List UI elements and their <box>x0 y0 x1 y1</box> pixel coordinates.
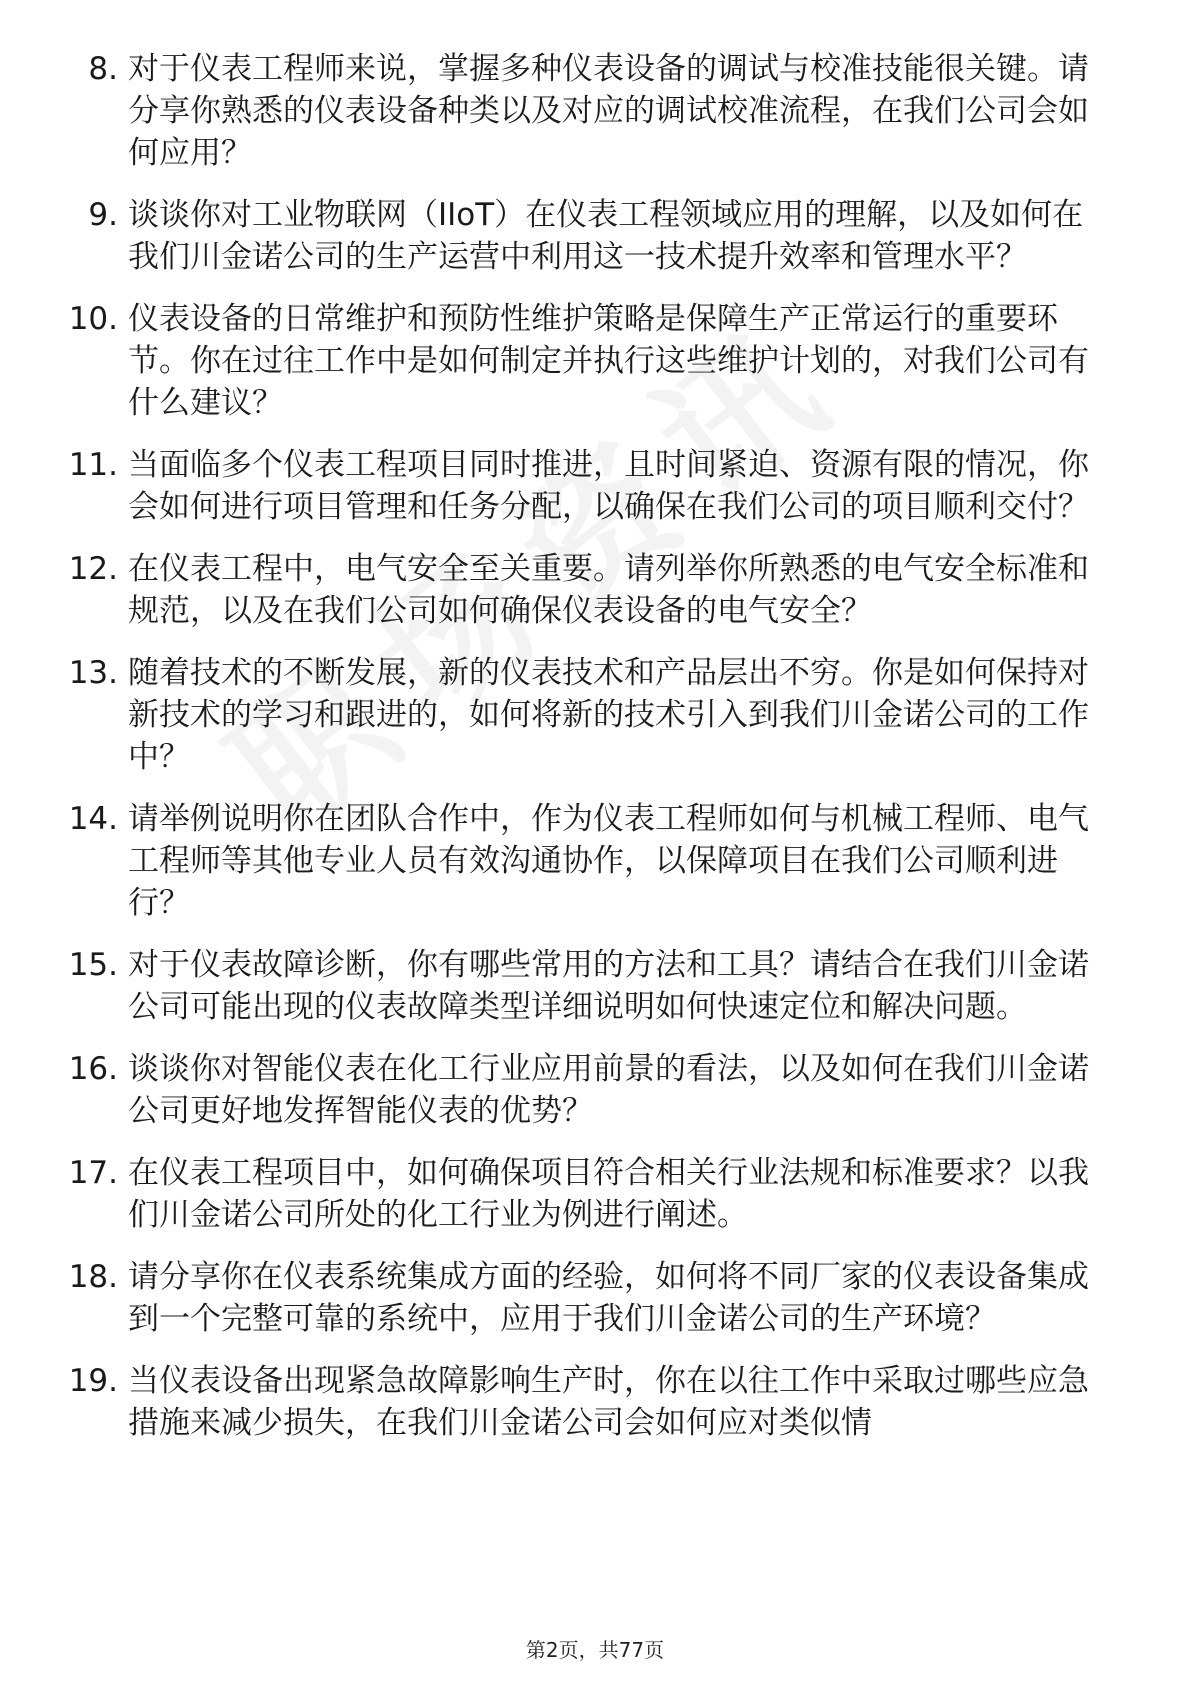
question-list <box>60 48 1110 1464</box>
question-number: 16. <box>68 1051 118 1087</box>
question-number: 10. <box>68 301 118 337</box>
question-text: 在仪表工程项目中，如何确保项目符合相关行业法规和标准要求？以我们川金诺公司所处的化工行业为例进行阐述。 <box>128 1155 1089 1233</box>
question-number: 18. <box>68 1259 118 1295</box>
question-number: 19. <box>68 1363 118 1399</box>
question-number: 15. <box>68 947 118 983</box>
question-number: 11. <box>68 447 118 483</box>
question-number: 14. <box>68 801 118 837</box>
question-text: 仪表设备的日常维护和预防性维护策略是保障生产正常运行的重要环节。你在过往工作中是如何制定并执行这些维护计划的，对我们公司有什么建议？ <box>128 301 1089 421</box>
question-text: 当面临多个仪表工程项目同时推进，且时间紧迫、资源有限的情况，你会如何进行项目管理和任务分配，以确保在我们公司的项目顺利交付？ <box>128 447 1089 525</box>
question-item <box>60 548 1110 632</box>
question-number: 9. <box>88 197 118 233</box>
question-text: 当仪表设备出现紧急故障影响生产时，你在以往工作中采取过哪些应急措施来减少损失，在我们川金诺公司会如何应对类似情 <box>128 1363 1089 1441</box>
question-text: 对于仪表工程师来说，掌握多种仪表设备的调试与校准技能很关键。请分享你熟悉的仪表设备种类以及对应的调试校准流程，在我们公司会如何应用？ <box>128 51 1089 171</box>
question-item <box>60 1152 1110 1236</box>
question-item <box>60 298 1110 424</box>
question-number: 17. <box>68 1155 118 1191</box>
question-item <box>60 1048 1110 1132</box>
question-item <box>60 1256 1110 1340</box>
question-item <box>60 652 1110 778</box>
question-item <box>60 194 1110 278</box>
question-text: 随着技术的不断发展，新的仪表技术和产品层出不穷。你是如何保持对新技术的学习和跟进的，如何将新的技术引入到我们川金诺公司的工作中？ <box>128 655 1089 775</box>
question-text: 谈谈你对工业物联网（IIoT）在仪表工程领域应用的理解，以及如何在我们川金诺公司的生产运营中利用这一技术提升效率和管理水平？ <box>128 197 1084 275</box>
question-text: 对于仪表故障诊断，你有哪些常用的方法和工具？请结合在我们川金诺公司可能出现的仪表故障类型详细说明如何快速定位和解决问题。 <box>128 947 1089 1025</box>
question-text: 请分享你在仪表系统集成方面的经验，如何将不同厂家的仪表设备集成到一个完整可靠的系统中，应用于我们川金诺公司的生产环境？ <box>128 1259 1089 1337</box>
question-text: 在仪表工程中，电气安全至关重要。请列举你所熟悉的电气安全标准和规范，以及在我们公司如何确保仪表设备的电气安全？ <box>128 551 1089 629</box>
question-item <box>60 944 1110 1028</box>
question-item <box>60 48 1110 174</box>
question-number: 13. <box>68 655 118 691</box>
page-footer: 第2页，共77页 <box>525 1638 665 1662</box>
question-text: 请举例说明你在团队合作中，作为仪表工程师如何与机械工程师、电气工程师等其他专业人员有效沟通协作，以保障项目在我们公司顺利进行？ <box>128 801 1089 921</box>
question-item <box>60 444 1110 528</box>
question-item <box>60 1360 1110 1444</box>
question-text: 谈谈你对智能仪表在化工行业应用前景的看法，以及如何在我们川金诺公司更好地发挥智能仪表的优势？ <box>128 1051 1089 1129</box>
question-number: 8. <box>88 51 118 87</box>
question-item <box>60 798 1110 924</box>
question-number: 12. <box>68 551 118 587</box>
